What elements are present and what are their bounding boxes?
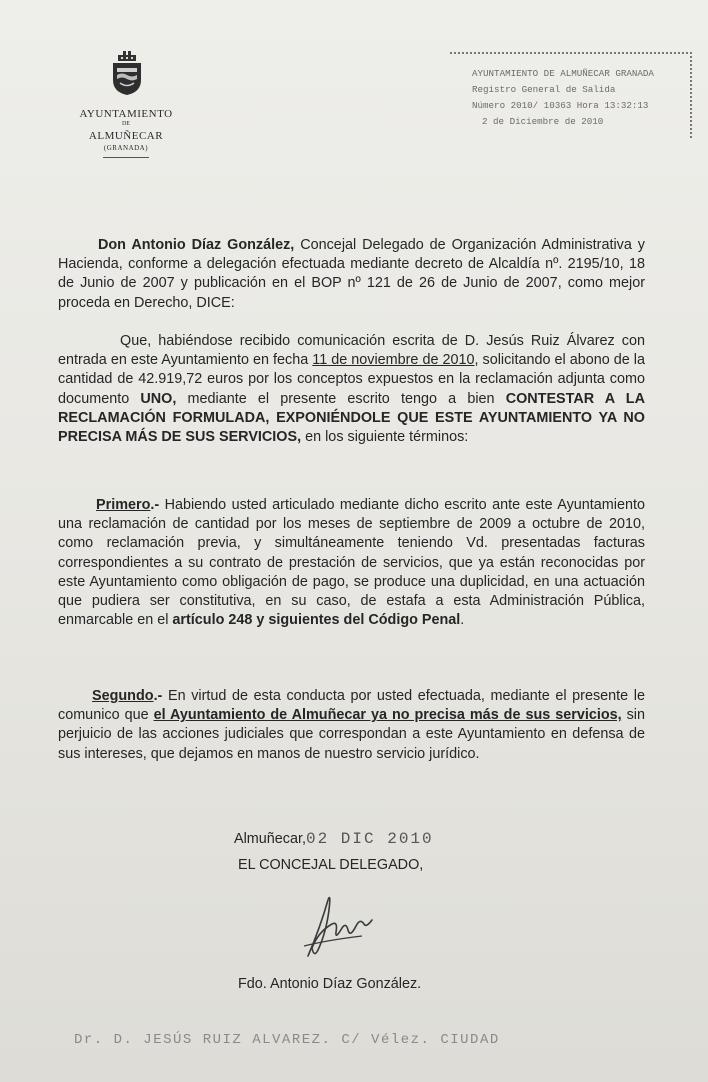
p2-bold-statement: CONTESTAR A LA RECLAMACIÓN FORMULADA, EXPONIÉNDOLE QUE ESTE AYUNTAMIENTO YA NO PRECISA MÁS DE SUS SERVICIOS, (58, 390, 645, 446)
primero-heading-suffix: .- (150, 497, 160, 513)
entry-date: 11 de noviembre de 2010 (312, 352, 475, 369)
signed-by: Fdo. Antonio Díaz González. (238, 976, 422, 992)
segundo-heading-suffix: .- (153, 688, 163, 704)
letterhead-province: (GRANADA) (103, 144, 149, 152)
letterhead-de: DE (122, 121, 130, 127)
p2-text-3: mediante el presente escrito tengo a bien (176, 390, 506, 407)
segundo-text-2: sin perjuicio de las acciones judiciales que correspondan a este Ayuntamiento en defensa de sus intereses, que dejamos en manos de nuestro servicio jurídico. (58, 707, 645, 762)
segundo-text-1: En virtud de esta conducta por usted efectuada, mediante el presente le comunico que (58, 688, 645, 724)
date-stamp: 02 DIC 2010 (306, 830, 434, 848)
segundo-paragraph (58, 687, 645, 764)
primero-end: . (460, 612, 465, 629)
stamp-line-2: Registro General de Salida (472, 84, 616, 95)
p2-text-4: en los siguiente términos: (301, 429, 469, 446)
stamp-line-1: AYUNTAMIENTO DE ALMUÑECAR GRANADA (472, 68, 654, 79)
stamp-line-4: 2 de Diciembre de 2010 (482, 116, 604, 127)
primero-heading: Primero (96, 497, 151, 513)
segundo-bold-statement: el Ayuntamiento de Almuñecar ya no precisa más de sus servicios, (153, 707, 622, 724)
closing-title: EL CONCEJAL DELEGADO, (238, 857, 424, 873)
reclamation-paragraph (58, 332, 645, 447)
sender-name: Don Antonio Díaz González, (98, 237, 295, 253)
handwritten-signature (298, 888, 388, 968)
letterhead-rule (103, 157, 149, 158)
coat-of-arms-logo (110, 50, 144, 96)
segundo-heading: Segundo (92, 688, 154, 704)
letterhead-name-line2: ALMUÑECAR (88, 130, 164, 142)
stamp-line-3: Número 2010/ 10363 Hora 13:32:13 (472, 100, 649, 111)
p2-text-2: , solicitando el abono de la cantidad de 42.919,72 euros por los conceptos expuestos en la reclamación adjunta como documento (58, 352, 645, 407)
intro-text: Concejal Delegado de Organización Administrativa y Hacienda, conforme a delegación efectuada mediante decreto de Alcaldía nº. 2195/10, 18 de Junio de 2007 y publicación en el BOP nº 121 de 26 de Junio de 2007, como mejor proceda en Derecho, DICE: (58, 237, 645, 311)
intro-paragraph (58, 236, 645, 313)
letterhead-name-line1: AYUNTAMIENTO (79, 108, 173, 120)
p2-text-1: Que, habiéndose recibido comunicación escrita de D. Jesús Ruiz Álvarez con entrada en este Ayuntamiento en fecha (58, 333, 645, 369)
closing-place-date (234, 830, 434, 848)
addressee-line: Dr. D. JESÚS RUIZ ALVAREZ. C/ Vélez. CIUDAD (74, 1032, 500, 1048)
primero-paragraph (58, 496, 645, 630)
primero-text: Habiendo usted articulado mediante dicho escrito ante este Ayuntamiento una reclamación de cantidad por los meses de septiembre de 2009 a octubre de 2010, como reclamación previa, y simultáneamente teniendo Vd. presentadas facturas correspondientes a su contrato de prestación de servicios, que ya están reconocidas por este Ayuntamiento como obligación de pago, se produce una duplicidad, en una actuación que pudiera ser constitutiva, en su caso, de estafa a esta Administración Pública, enmarcable en el (58, 497, 645, 629)
registry-stamp (450, 52, 692, 138)
primero-bold-reference: artículo 248 y siguientes del Código Penal (172, 612, 461, 629)
closing-place: Almuñecar, (234, 831, 306, 847)
document-uno: UNO, (140, 390, 177, 407)
